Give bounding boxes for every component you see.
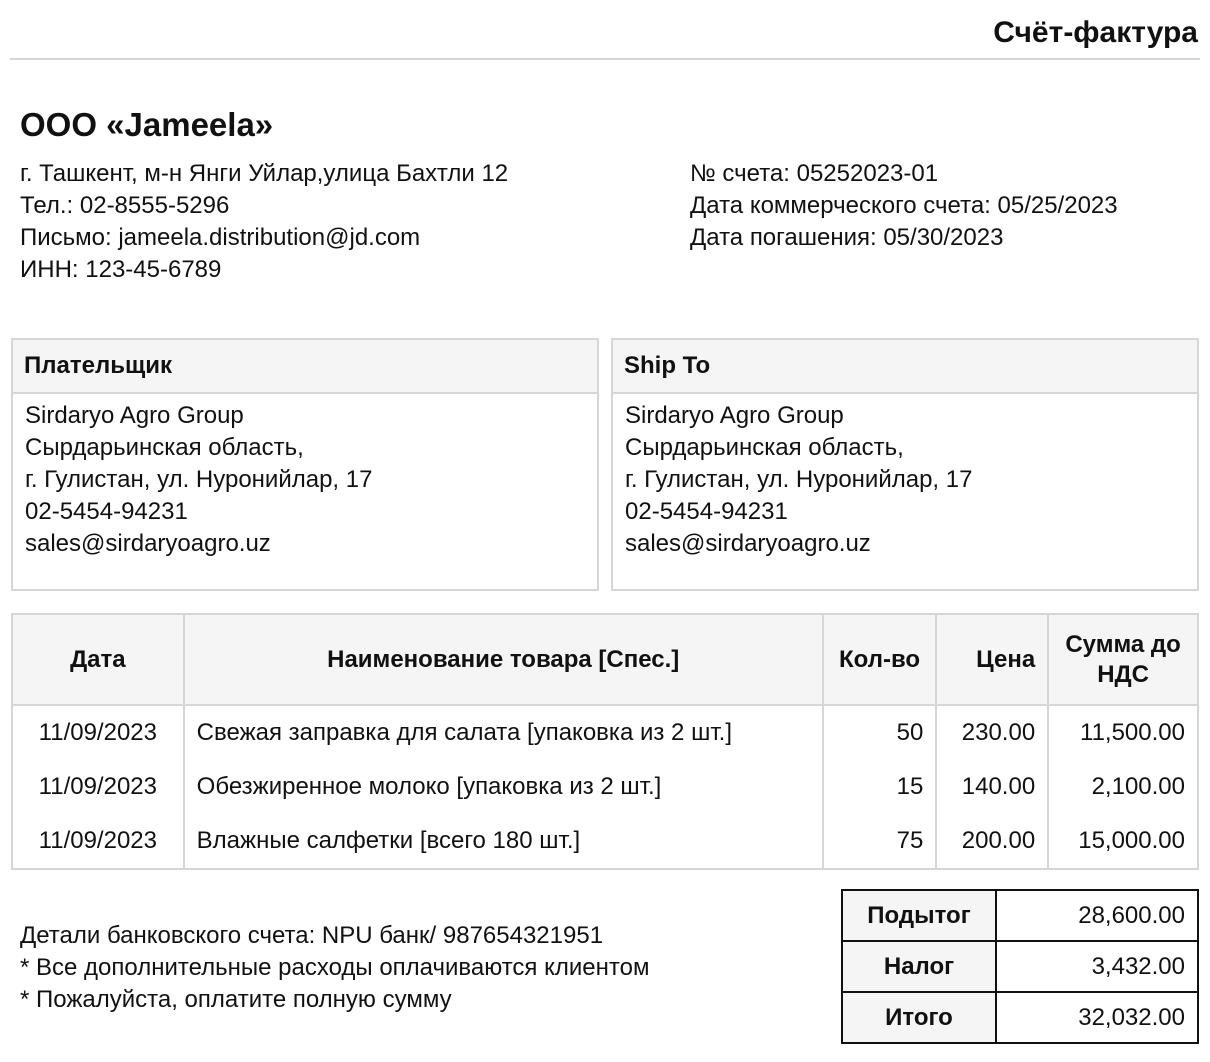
invoice-number: № счета: 05252023-01 (690, 160, 939, 187)
company-details (20, 158, 508, 286)
table-row (12, 760, 1198, 814)
payer-line: 02-5454-94231 (25, 498, 188, 525)
col-header-price: Цена (936, 614, 1048, 705)
col-header-date: Дата (12, 614, 184, 705)
ship-to-heading: Ship To (613, 340, 1197, 394)
header-divider (10, 58, 1200, 60)
invoice-date: Дата коммерческого счета: 05/25/2023 (690, 192, 1118, 219)
col-header-amount: Сумма до НДС (1048, 614, 1198, 705)
payer-line: г. Гулистан, ул. Нуронийлар, 17 (25, 466, 373, 493)
cell-price: 230.00 (936, 705, 1048, 760)
ship-to-box (611, 338, 1199, 591)
invoice-due-date: Дата погашения: 05/30/2023 (690, 224, 1004, 251)
cell-price: 140.00 (936, 760, 1048, 814)
tax-label: Налог (842, 941, 996, 992)
col-header-qty: Кол-во (823, 614, 937, 705)
subtotal-label: Подытог (842, 890, 996, 941)
cell-qty: 50 (823, 705, 937, 760)
col-header-item: Наименование товара [Спес.] (184, 614, 823, 705)
subtotal-value: 28,600.00 (996, 890, 1198, 941)
total-label: Итого (842, 992, 996, 1043)
cell-amount: 15,000.00 (1048, 814, 1198, 869)
cell-date: 11/09/2023 (12, 760, 184, 814)
ship-to-line: sales@sirdaryoagro.uz (625, 530, 871, 557)
payer-box (11, 338, 599, 591)
ship-to-line: г. Гулистан, ул. Нуронийлар, 17 (625, 466, 973, 493)
cell-item: Свежая заправка для салата [упаковка из 2 шт.] (184, 705, 823, 760)
company-address: г. Ташкент, м-н Янги Уйлар,улица Бахтли 12 (20, 160, 509, 187)
payment-notes (20, 920, 649, 1016)
ship-to-line: 02-5454-94231 (625, 498, 788, 525)
company-phone: Тел.: 02-8555-5296 (20, 192, 230, 219)
company-email: Письмо: jameela.distribution@jd.com (20, 224, 421, 251)
payer-line: Sirdaryo Agro Group (25, 402, 244, 429)
document-title: Счёт-фактура (993, 16, 1198, 49)
invoice-info (690, 158, 1118, 254)
table-header-row (12, 614, 1198, 705)
cell-qty: 75 (823, 814, 937, 869)
cell-amount: 11,500.00 (1048, 705, 1198, 760)
note-line: * Все дополнительные расходы оплачиваются клиентом (20, 954, 650, 981)
items-table (11, 613, 1199, 870)
total-row (842, 992, 1198, 1043)
payer-line: sales@sirdaryoagro.uz (25, 530, 271, 557)
ship-to-line: Сырдарьинская область, (625, 434, 904, 461)
note-line: * Пожалуйста, оплатите полную сумму (20, 986, 452, 1013)
cell-price: 200.00 (936, 814, 1048, 869)
cell-date: 11/09/2023 (12, 705, 184, 760)
bank-details: Детали банковского счета: NPU банк/ 987654321951 (20, 922, 604, 949)
cell-item: Влажные салфетки [всего 180 шт.] (184, 814, 823, 869)
payer-line: Сырдарьинская область, (25, 434, 304, 461)
total-value: 32,032.00 (996, 992, 1198, 1043)
table-row (12, 705, 1198, 760)
tax-row (842, 941, 1198, 992)
subtotal-row (842, 890, 1198, 941)
company-name: ООО «Jameela» (20, 106, 274, 143)
cell-qty: 15 (823, 760, 937, 814)
payer-heading: Плательщик (13, 340, 597, 394)
company-inn: ИНН: 123-45-6789 (20, 256, 222, 283)
table-row (12, 814, 1198, 869)
tax-value: 3,432.00 (996, 941, 1198, 992)
ship-to-line: Sirdaryo Agro Group (625, 402, 844, 429)
cell-item: Обезжиренное молоко [упаковка из 2 шт.] (184, 760, 823, 814)
cell-amount: 2,100.00 (1048, 760, 1198, 814)
cell-date: 11/09/2023 (12, 814, 184, 869)
totals-table (841, 889, 1199, 1044)
